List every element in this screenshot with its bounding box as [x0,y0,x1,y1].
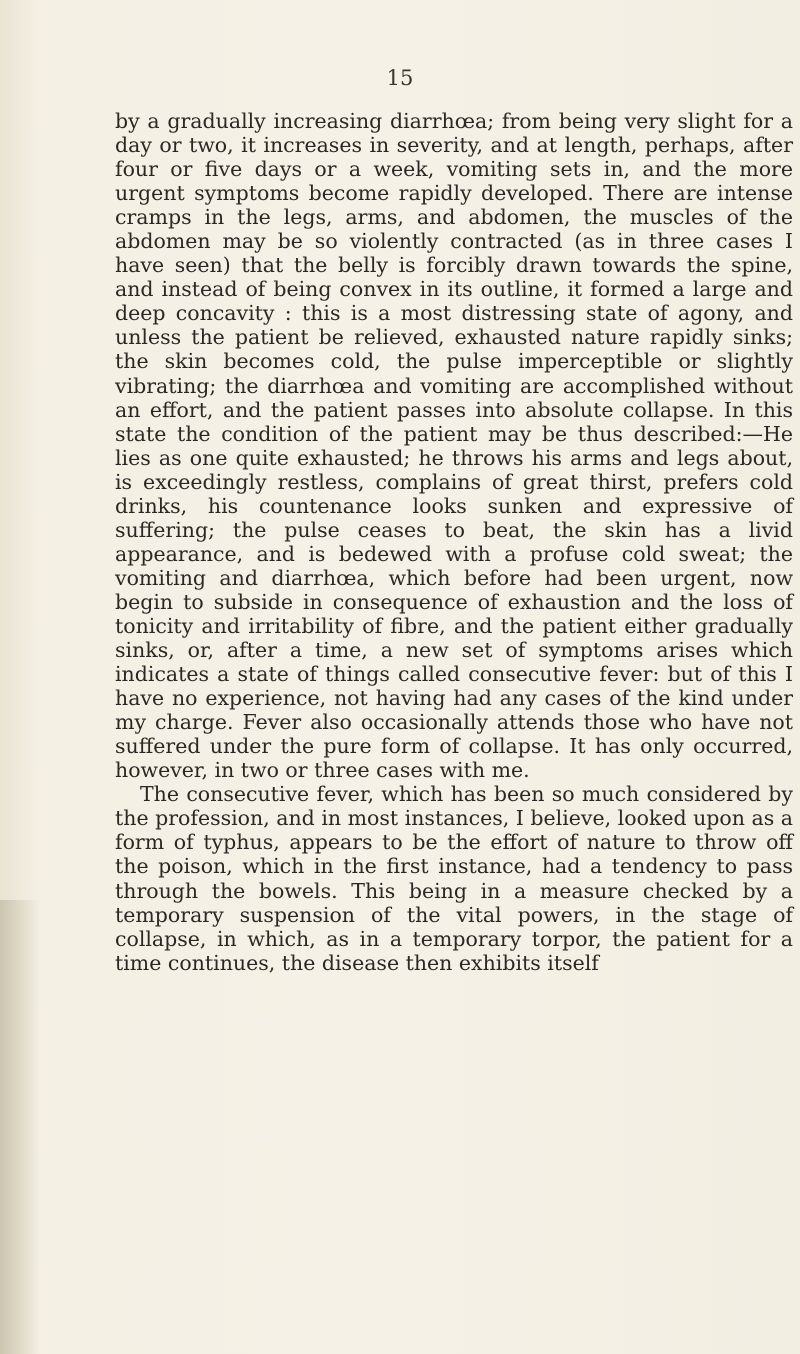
page-number: 15 [386,66,414,90]
paragraph-2: The consecutive fever, which has been so much considered by the profession, and in most instances, I believe, looked upon as a form of typhus, appears to be the effort of nature to throw off the poison, which in the first instance, had a tendency to pass through the bowels. This being in a measure checked by a temporary suspension of the vital powers, in the stage of collapse, in which, as in a temporary torpor, the patient for a time continues, the disease then exhibits itself [115,782,793,975]
paragraph-1: by a gradually increasing diarrhœa; from being very slight for a day or two, it increases in severity, and at length, perhaps, after four or five days or a week, vomiting sets in, and the more urgent symptoms become rapidly developed. There are intense cramps in the legs, arms, and abdomen, the muscles of the abdomen may be so violently contracted (as in three cases I have seen) that the belly is forcibly drawn towards the spine, and instead of being convex in its outline, it formed a large and deep concavity : this is a most distressing state of agony, and unless the patient be relieved, exhausted nature rapidly sinks; the skin becomes cold, the pulse imperceptible or slightly vibrating; the diarrhœa and vomiting are accomplished without an effort, and the patient passes into absolute collapse. In this state the condition of the patient may be thus described:—He lies as one quite exhausted; he throws his arms and legs about, is exceedingly restless, complains of great thirst, prefers cold drinks, his countenance looks sunken and expressive of suffering; the pulse ceases to beat, the skin has a livid appearance, and is bedewed with a profuse cold sweat; the vomiting and diarrhœa, which before had been urgent, now begin to subside in consequence of exhaustion and the loss of tonicity and irritability of fibre, and the patient either gradually sinks, or, after a time, a new set of symptoms arises which indicates a state of things called consecutive fever: but of this I have no experience, not having had any cases of the kind under my charge. Fever also occasionally attends those who have not suffered under the pure form of collapse. It has only occurred, however, in two or three cases with me. [115,109,793,783]
body-text [115,109,793,975]
page-edge-shadow [0,900,40,1354]
